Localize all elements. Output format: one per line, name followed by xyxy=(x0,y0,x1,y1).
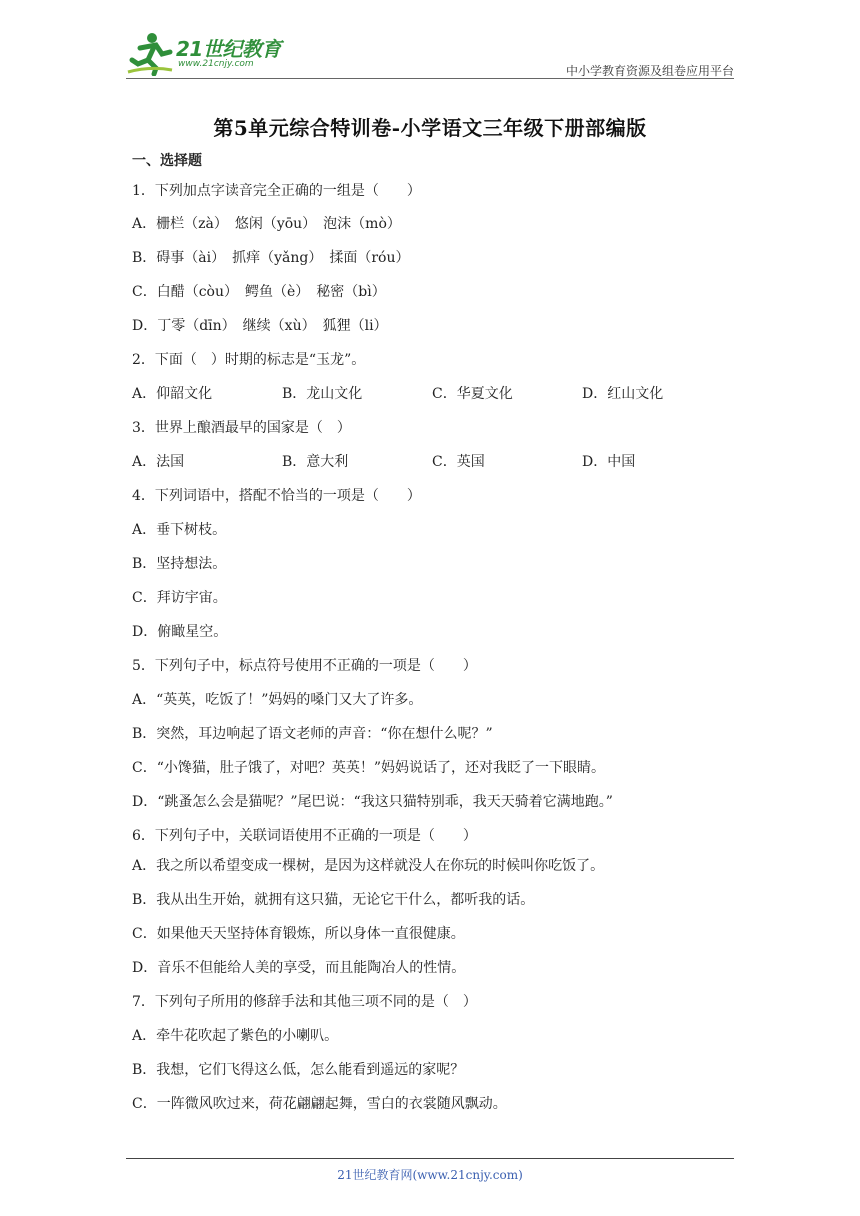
question-4-option-b: B．坚持想法。 xyxy=(132,556,227,572)
question-1-option-d: D．丁零（dīn） 继续（xù） 狐狸（li） xyxy=(132,318,388,334)
question-3-options xyxy=(132,451,732,471)
question-1-stem: 1．下列加点字读音完全正确的一组是（ ） xyxy=(132,183,421,199)
question-1-option-b: B．碍事（ài） 抓痒（yǎng） 揉面（róu） xyxy=(132,250,410,266)
question-2-option-a: A．仰韶文化 xyxy=(132,386,213,402)
page-title: 第5单元综合特训卷-小学语文三年级下册部编版 xyxy=(213,116,647,140)
question-3-option-b: B．意大利 xyxy=(282,454,349,470)
question-6-option-a: A．我之所以希望变成一棵树，是因为这样就没人在你玩的时候叫你吃饭了。 xyxy=(132,858,605,874)
question-6-option-c: C．如果他天天坚持体育锻炼，所以身体一直很健康。 xyxy=(132,926,465,942)
question-6-stem: 6．下列句子中，关联词语使用不正确的一项是（ ） xyxy=(132,828,477,844)
question-4-option-c: C．拜访宇宙。 xyxy=(132,590,227,606)
question-7-option-b: B．我想，它们飞得这么低，怎么能看到遥远的家呢？ xyxy=(132,1062,465,1078)
question-4-option-d: D．俯瞰星空。 xyxy=(132,624,228,640)
question-5-option-a: A．“英英，吃饭了！”妈妈的嗓门又大了许多。 xyxy=(132,692,423,708)
question-3-option-c: C．英国 xyxy=(432,454,485,470)
question-2-option-b: B．龙山文化 xyxy=(282,386,363,402)
logo-text: 21世纪教育 xyxy=(176,37,281,61)
runner-icon xyxy=(126,30,174,76)
footer-divider xyxy=(126,1158,734,1159)
question-2-option-c: C．华夏文化 xyxy=(432,386,513,402)
question-5-stem: 5．下列句子中，标点符号使用不正确的一项是（ ） xyxy=(132,658,477,674)
question-3-option-a: A．法国 xyxy=(132,454,185,470)
question-4-option-a: A．垂下树枝。 xyxy=(132,522,227,538)
question-7-stem: 7．下列句子所用的修辞手法和其他三项不同的是（ ） xyxy=(132,994,477,1010)
site-logo[interactable] xyxy=(126,30,296,76)
question-4-stem: 4．下列词语中，搭配不恰当的一项是（ ） xyxy=(132,488,421,504)
question-3-option-d: D．中国 xyxy=(582,454,636,470)
question-7-option-a: A．牵牛花吹起了紫色的小喇叭。 xyxy=(132,1028,339,1044)
question-1-option-a: A．栅栏（zà） 悠闲（yōu） 泡沫（mò） xyxy=(132,216,401,232)
question-5-option-c: C．“小馋猫，肚子饿了，对吧？英英！”妈妈说话了，还对我眨了一下眼睛。 xyxy=(132,760,606,776)
question-5-option-b: B．突然，耳边响起了语文老师的声音：“你在想什么呢？” xyxy=(132,726,493,742)
question-2-option-d: D．红山文化 xyxy=(582,386,664,402)
footer-link[interactable]: 21世纪教育网(www.21cnjy.com) xyxy=(337,1168,523,1182)
question-6-option-b: B．我从出生开始，就拥有这只猫，无论它干什么，都听我的话。 xyxy=(132,892,535,908)
question-6-option-d: D．音乐不但能给人美的享受，而且能陶冶人的性情。 xyxy=(132,960,466,976)
section-heading: 一、选择题 xyxy=(132,153,202,169)
header-divider xyxy=(126,78,734,79)
question-7-option-c: C．一阵微风吹过来，荷花翩翩起舞，雪白的衣裳随风飘动。 xyxy=(132,1096,507,1112)
question-3-stem: 3．世界上酿酒最早的国家是（ ） xyxy=(132,420,351,436)
page-header xyxy=(126,30,734,78)
platform-tagline: 中小学教育资源及组卷应用平台 xyxy=(565,64,734,78)
question-1-option-c: C．白醋（còu） 鳄鱼（è） 秘密（bì） xyxy=(132,284,386,300)
question-2-stem: 2．下面（ ）时期的标志是“玉龙”。 xyxy=(132,352,366,368)
question-5-option-d: D．“跳蚤怎么会是猫呢？”尾巴说：“我这只猫特别乖，我天天骑着它满地跑。” xyxy=(132,794,613,810)
logo-url: www.21cnjy.com xyxy=(178,59,254,69)
question-2-options xyxy=(132,383,732,403)
